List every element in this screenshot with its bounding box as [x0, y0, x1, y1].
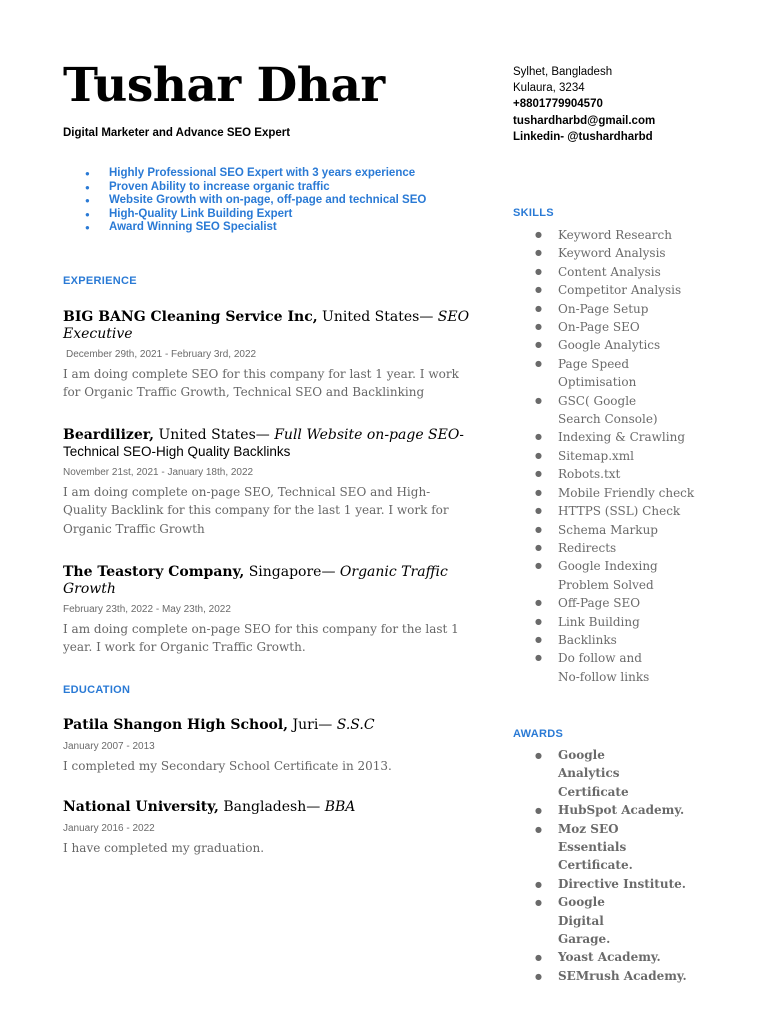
contact-location: Sylhet, Bangladesh — [513, 66, 613, 78]
job-description: I am doing complete on-page SEO for this company for the last 1 year. I work for Organic Traffic Growth. — [63, 622, 459, 655]
contact-address: Kulaura, 3234 — [513, 82, 585, 95]
job-date: February 23th, 2022 - May 23th, 2022 — [63, 604, 231, 615]
contact-phone: +8801779904570 — [513, 98, 603, 111]
education-title — [63, 799, 473, 816]
skill-item: ● GSC( Google Search Console) — [530, 392, 678, 429]
experience-entry — [63, 309, 473, 402]
skills-list — [530, 226, 748, 686]
awards-heading: AWARDS — [513, 728, 564, 740]
skill-item: ● Keyword Analysis — [530, 244, 748, 262]
award-item: ● HubSpot Academy. — [530, 801, 748, 819]
experience-entry — [63, 564, 473, 657]
skill-item: ● Schema Markup — [530, 521, 748, 539]
skill-item: ● Sitemap.xml — [530, 447, 748, 465]
job-org: Beardilizer, — [63, 427, 155, 443]
highlight-item: ● Award Winning SEO Specialist — [82, 221, 426, 235]
awards-list — [530, 746, 748, 985]
job-location: United States— — [154, 427, 275, 443]
job-location: United States— — [317, 309, 438, 325]
job-org: The Teastory Company, — [63, 564, 245, 580]
highlight-item: ● Website Growth with on-page, off-page and technical SEO — [82, 194, 426, 208]
job-title — [63, 564, 473, 597]
education-org: Patila Shangon High School, — [63, 717, 289, 733]
experience-entry — [63, 427, 473, 538]
job-title — [63, 309, 473, 342]
job-date: December 29th, 2021 - February 3rd, 2022 — [66, 349, 257, 360]
education-description: I have completed my graduation. — [63, 840, 265, 855]
award-item: ● SEMrush Academy. — [530, 967, 748, 985]
education-heading: EDUCATION — [63, 684, 131, 696]
education-location: Juri— — [288, 717, 337, 733]
contact-linkedin: Linkedin- @tushardharbd — [513, 130, 653, 143]
education-title — [63, 717, 473, 734]
skill-item: ● Indexing & Crawling — [530, 428, 748, 446]
award-item: ● Yoast Academy. — [530, 948, 748, 966]
job-date: November 21st, 2021 - January 18th, 2022 — [63, 467, 254, 478]
skill-item: ● On-Page SEO — [530, 318, 748, 336]
education-date: January 2007 - 2013 — [63, 740, 155, 752]
award-item: ● Google Analytics Certificate — [530, 746, 668, 801]
education-degree: BBA — [324, 799, 356, 815]
skill-item: ● Page Speed Optimisation — [530, 355, 658, 392]
contact-block — [513, 64, 655, 145]
award-item: ● Google Digital Garage. — [530, 893, 653, 948]
skill-item: ● Google Analytics — [530, 336, 748, 354]
experience-heading: EXPERIENCE — [63, 275, 137, 287]
award-item: ● Moz SEO Essentials Certificate. — [530, 820, 678, 875]
skill-item: ● Backlinks — [530, 631, 748, 649]
education-org: National University, — [63, 799, 219, 815]
job-location: Singapore— — [244, 564, 340, 580]
job-org: BIG BANG Cleaning Service Inc, — [63, 309, 318, 325]
candidate-headline: Digital Marketer and Advance SEO Expert — [63, 127, 291, 139]
skill-item: ● Google Indexing Problem Solved — [530, 557, 663, 594]
highlights-list — [82, 167, 426, 235]
award-item: ● Directive Institute. — [530, 875, 748, 893]
highlight-item: ● Proven Ability to increase organic traffic — [82, 181, 426, 195]
candidate-name: Tushar Dhar — [63, 58, 385, 113]
highlight-item: ● High-Quality Link Building Expert — [82, 208, 426, 222]
skill-item: ● On-Page Setup — [530, 300, 748, 318]
skill-item: ● Competitor Analysis — [530, 281, 748, 299]
skill-item: ● Link Building — [530, 613, 748, 631]
skill-item: ● Robots.txt — [530, 465, 748, 483]
job-role-extra: -Technical SEO-High Quality Backlinks — [63, 427, 464, 459]
education-date: January 2016 - 2022 — [63, 822, 155, 834]
job-title — [63, 427, 473, 460]
skill-item: ● Do follow and No-follow links — [530, 649, 658, 686]
skill-item: ● HTTPS (SSL) Check — [530, 502, 748, 520]
job-description: I am doing complete SEO for this company for last 1 year. I work for Organic Traffic Growth, Technical SEO and Backlinking — [63, 367, 459, 400]
education-entry — [63, 799, 473, 857]
skill-item: ● Keyword Research — [530, 226, 748, 244]
contact-email: tushardharbd@gmail.com — [513, 114, 656, 127]
skill-item: ● Mobile Friendly check — [530, 484, 748, 502]
skill-item: ● Content Analysis — [530, 263, 748, 281]
education-degree: S.S.C — [336, 717, 375, 733]
job-role: SEO Executive — [63, 309, 470, 342]
education-location: Bangladesh— — [218, 799, 325, 815]
job-role: Organic Traffic Growth — [63, 564, 448, 597]
highlight-item: ● Highly Professional SEO Expert with 3 years experience — [82, 167, 426, 181]
job-role: Full Website on-page SEO — [274, 427, 460, 443]
job-description: I am doing complete on-page SEO, Technical SEO and High-Quality Backlink for this company for the last 1 year. I work for Organic Traffic Growth — [63, 485, 449, 536]
skill-item: ● Off-Page SEO — [530, 594, 748, 612]
skill-item: ● Redirects — [530, 539, 748, 557]
skills-heading: SKILLS — [513, 207, 554, 219]
education-entry — [63, 717, 473, 775]
education-description: I completed my Secondary School Certificate in 2013. — [63, 758, 392, 773]
